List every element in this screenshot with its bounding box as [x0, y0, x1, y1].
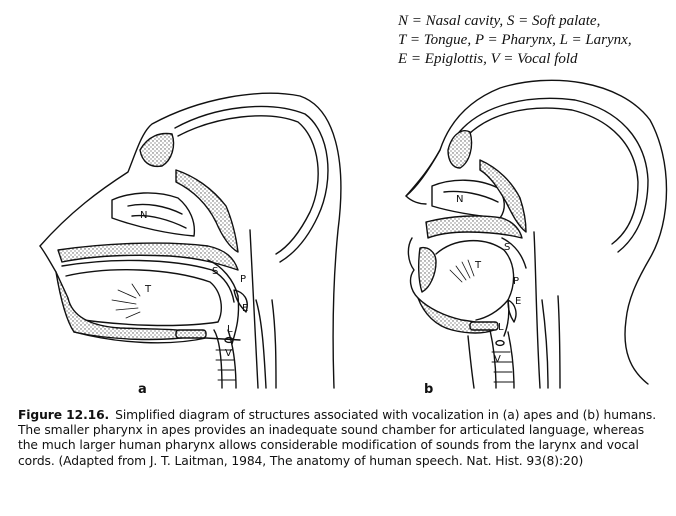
human-brow	[448, 131, 472, 168]
human-sound-lines	[450, 260, 474, 282]
ape-label-l: L	[227, 324, 233, 335]
figure-number: Figure 12.16.	[18, 408, 110, 422]
human-pharynx-back	[534, 232, 540, 388]
ape-sinus	[176, 170, 238, 252]
panel-a-label: a	[138, 382, 147, 397]
key-line-1: N = Nasal cavity, S = Soft palate,	[398, 13, 601, 29]
ape-label-t: T	[145, 284, 152, 295]
ape-label-p: P	[240, 274, 247, 285]
ape-brow	[140, 134, 174, 167]
ape-pharynx-front	[232, 296, 239, 344]
human-nasal-turbinate	[444, 191, 498, 202]
human-label-e: E	[515, 296, 522, 307]
ape-label-s: S	[212, 266, 219, 277]
key-line-2: T = Tongue, P = Pharynx, L = Larynx,	[398, 32, 632, 48]
ape-label-e: E	[242, 303, 249, 314]
ape-head-drawing	[40, 93, 341, 388]
ape-label-n: N	[140, 210, 148, 221]
ape-upper-jaw	[40, 246, 56, 272]
human-label-t: T	[475, 260, 482, 271]
human-spine	[542, 296, 560, 388]
human-teeth	[419, 248, 436, 292]
ape-nasal-turbinate	[128, 204, 182, 214]
human-tongue	[436, 241, 514, 320]
human-vocal-cord	[496, 341, 504, 346]
human-neck-front	[468, 336, 474, 388]
human-nose	[406, 150, 440, 204]
ape-palate	[58, 243, 238, 270]
figure-caption	[18, 408, 664, 469]
ape-lower-jaw	[56, 272, 196, 339]
human-label-n: N	[456, 194, 464, 205]
ape-head-outline	[40, 93, 341, 388]
key-line-3: E = Epiglottis, V = Vocal fold	[398, 51, 578, 67]
caption-text: Simplified diagram of structures associated with vocalization in (a) apes and (b) humans. The smaller pharynx in apes provides an inadequate sound chamber for articulated language, whereas the much larger human pharynx allows considerable modification of sounds from the larynx and vocal cords. (Adapted from J. T. Laitman, 1984, The anatomy of human speech. Nat. Hist. 93(8):20)	[18, 408, 657, 468]
ape-tongue	[66, 270, 221, 326]
human-lips	[408, 238, 418, 298]
ape-hyoid	[176, 330, 206, 338]
human-palate	[426, 216, 522, 238]
panel-b-label: b	[424, 382, 434, 397]
human-head-drawing	[406, 80, 667, 388]
ape-spine	[256, 300, 276, 388]
ape-sound-lines	[112, 284, 140, 318]
human-label-s: S	[504, 242, 511, 253]
human-label-l: L	[498, 322, 504, 333]
ape-label-v: V	[225, 348, 232, 359]
human-label-p: P	[513, 276, 520, 287]
human-label-v: V	[494, 354, 501, 365]
human-hyoid	[470, 322, 498, 330]
ape-pharynx-back	[250, 230, 258, 388]
